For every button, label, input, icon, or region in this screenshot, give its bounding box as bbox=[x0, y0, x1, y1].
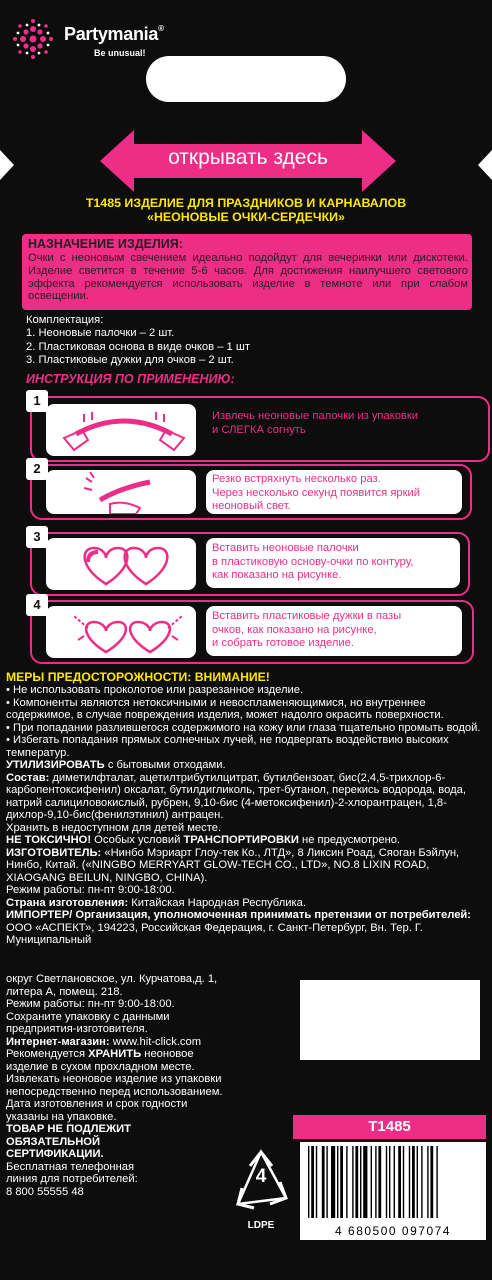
step-3-text: Вставить неоновые палочки в пластиковую основу-очки по контуру, как показано на рисунке. bbox=[212, 542, 414, 581]
bend-stick-icon bbox=[56, 404, 192, 456]
step-2-text: Резко встряхнуть несколько раз. Через несколько секунд появится яркий неоновый свет. bbox=[212, 473, 421, 512]
info-text-block bbox=[6, 684, 486, 947]
storage-children: Хранить в недоступном для детей месте. bbox=[6, 821, 222, 834]
manufacturer-text: ИЗГОТОВИТЕЛЬ: «Нинбо Мэриарт Глоу-тек Ко., ЛТД», 8 Ликсин Роад, Сяоган Бэйлун, Нинбо, Китай. («NINGBO MERRYART GLOW-TECH CO., LTD», NO.8 LIXIN ROAD, XIAOGANG BEILUN, NINGBO, CHINA). bbox=[6, 846, 460, 884]
warnings-heading: МЕРЫ ПРЕДОСТОРОЖНОСТИ: ВНИМАНИЕ! bbox=[6, 670, 270, 684]
hours-text: Режим работы: пн-пт 9:00-18:00. bbox=[6, 884, 175, 896]
store-text: Рекомендуется ХРАНИТЬ неоновое bbox=[6, 1048, 194, 1060]
step-4-text: Вставить пластиковые дужки в пазы очков, как показано на рисунке, и собрать готовое изделие. bbox=[212, 610, 402, 649]
step-1-number: 1 bbox=[26, 390, 48, 412]
step-2-number: 2 bbox=[26, 458, 48, 480]
recycle-number: 4 bbox=[255, 1166, 267, 1187]
barcode-bars-icon bbox=[300, 1142, 486, 1222]
barcode-number: 4 680500 097074 bbox=[335, 1224, 451, 1238]
heart-frame-icon bbox=[76, 540, 176, 588]
warning-item: • Не использовать проколотое или разрезанное изделие. bbox=[6, 684, 304, 696]
partymania-logo-icon bbox=[8, 16, 58, 62]
step-1-text: Извлечь неоновые палочки из упаковки и СЛЕГКА согнуть bbox=[212, 410, 419, 436]
tear-notch-left bbox=[0, 150, 14, 180]
nontoxic-text: НЕ ТОКСИЧНО! Особых условий ТРАНСПОРТИРОВКИ не предусмотрено. bbox=[6, 834, 401, 846]
label-area bbox=[300, 980, 480, 1060]
purpose-heading: НАЗНАЧЕНИЕ ИЗДЕЛИЯ: bbox=[28, 237, 183, 251]
heart-glasses-icon bbox=[68, 606, 188, 658]
brand-slogan: Be unusual! bbox=[94, 48, 146, 58]
info-text-narrow: округ Светлановское, ул. Курчатова,д. 1, литера А, помещ. 218. Режим работы: пн-пт 9:00-18:00. Сохраните упаковку с данными предприятия-изготовителя. Интернет-магазин: www.hit-click.com Рекомендуется ХРАНИТЬ неоновое изделие в сухом прохладном месте. Извлекать неоновое изделие из упаковки непосредственно перед использованием. Дата изготовления и срок годности указаны на упаковке. ТОВАР НЕ ПОДЛЕЖИТ ОБЯЗАТЕЛЬНОЙ СЕРТИФИКАЦИИ. Бесплатная телефонная линия для потребителей: 8 800 55555 48 bbox=[6, 973, 290, 1198]
step-3-number: 3 bbox=[26, 526, 48, 548]
brand-name: Partymania® bbox=[64, 24, 164, 44]
utilize-text: УТИЛИЗИРОВАТЬ с бытовыми отходами. bbox=[6, 759, 226, 771]
composition-text: Состав: диметилфталат, ацетилтрибутилцитрат, бутилбензоат, бис(2,4,5-трихлор-6-карбопентоксифенил) оксалат, бутилдигликоль, трет-бутанол, перекись водорода, вода, натрий салициловокислый, рубрен, 9,10-бис (4-метоксифенил)-2-хлорантрацен, 1,8-дихлор-9,10-бис(фенилэтинил) антрацен. bbox=[6, 771, 466, 821]
kit-list: Комплектация: 1. Неоновые палочки – 2 шт. 2. Пластиковая основа в виде очков – 1 шт 3. Пластиковые дужки для очков – 2 шт. bbox=[26, 314, 250, 367]
tear-notch-right bbox=[478, 150, 492, 180]
product-code: Т1485 bbox=[293, 1115, 486, 1139]
importer-text: ИМПОРТЕР/ Организация, уполномоченная принимать претензии от потребителей: ООО «АСПЕКТ», 194223, Российская Федерация, г. Санкт-Петербург, Вн. Тер. Г. Муниципальный bbox=[6, 909, 472, 946]
tear-open-label[interactable]: открывать здесь bbox=[168, 146, 328, 169]
country-text: Страна изготовления: Китайская Народная Республика. bbox=[6, 896, 306, 909]
instructions-heading: ИНСТРУКЦИЯ ПО ПРИМЕНЕНИЮ: bbox=[26, 372, 235, 386]
warning-item: • Компоненты являются нетоксичными и невоспламеняющимися, но внутреннее содержимое, в случае повреждения изделия, может надолго окрасить поверхности. bbox=[6, 696, 444, 721]
product-title: Т1485 ИЗДЕЛИЕ ДЛЯ ПРАЗДНИКОВ И КАРНАВАЛОВ «НЕОНОВЫЕ ОЧКИ-СЕРДЕЧКИ» bbox=[85, 196, 407, 224]
shop-text: Интернет-магазин: www.hit-click.com bbox=[6, 1035, 202, 1048]
step-4-number: 4 bbox=[26, 594, 48, 616]
cert-text: ТОВАР НЕ ПОДЛЕЖИТ bbox=[6, 1123, 131, 1135]
warning-item: • Избегать попадания прямых солнечных лучей, не подвергать воздействию высоких температур. bbox=[6, 734, 449, 759]
shake-stick-icon bbox=[80, 470, 170, 514]
hang-hole bbox=[146, 56, 346, 102]
recycle-label: LDPE bbox=[247, 1220, 275, 1231]
warning-item: • При попадании разлившегося содержимого на кожу или глаза тщательно промыть водой. bbox=[6, 721, 481, 734]
purpose-text: Очки с неоновым свечением идеально подойдут для вечеринки или дискотеки. Изделие светится в течение 5-6 часов. Для достижения наилучшего светового эффекта рекомендуется использовать изделие в темноте или при слабом освещении. bbox=[28, 252, 468, 303]
